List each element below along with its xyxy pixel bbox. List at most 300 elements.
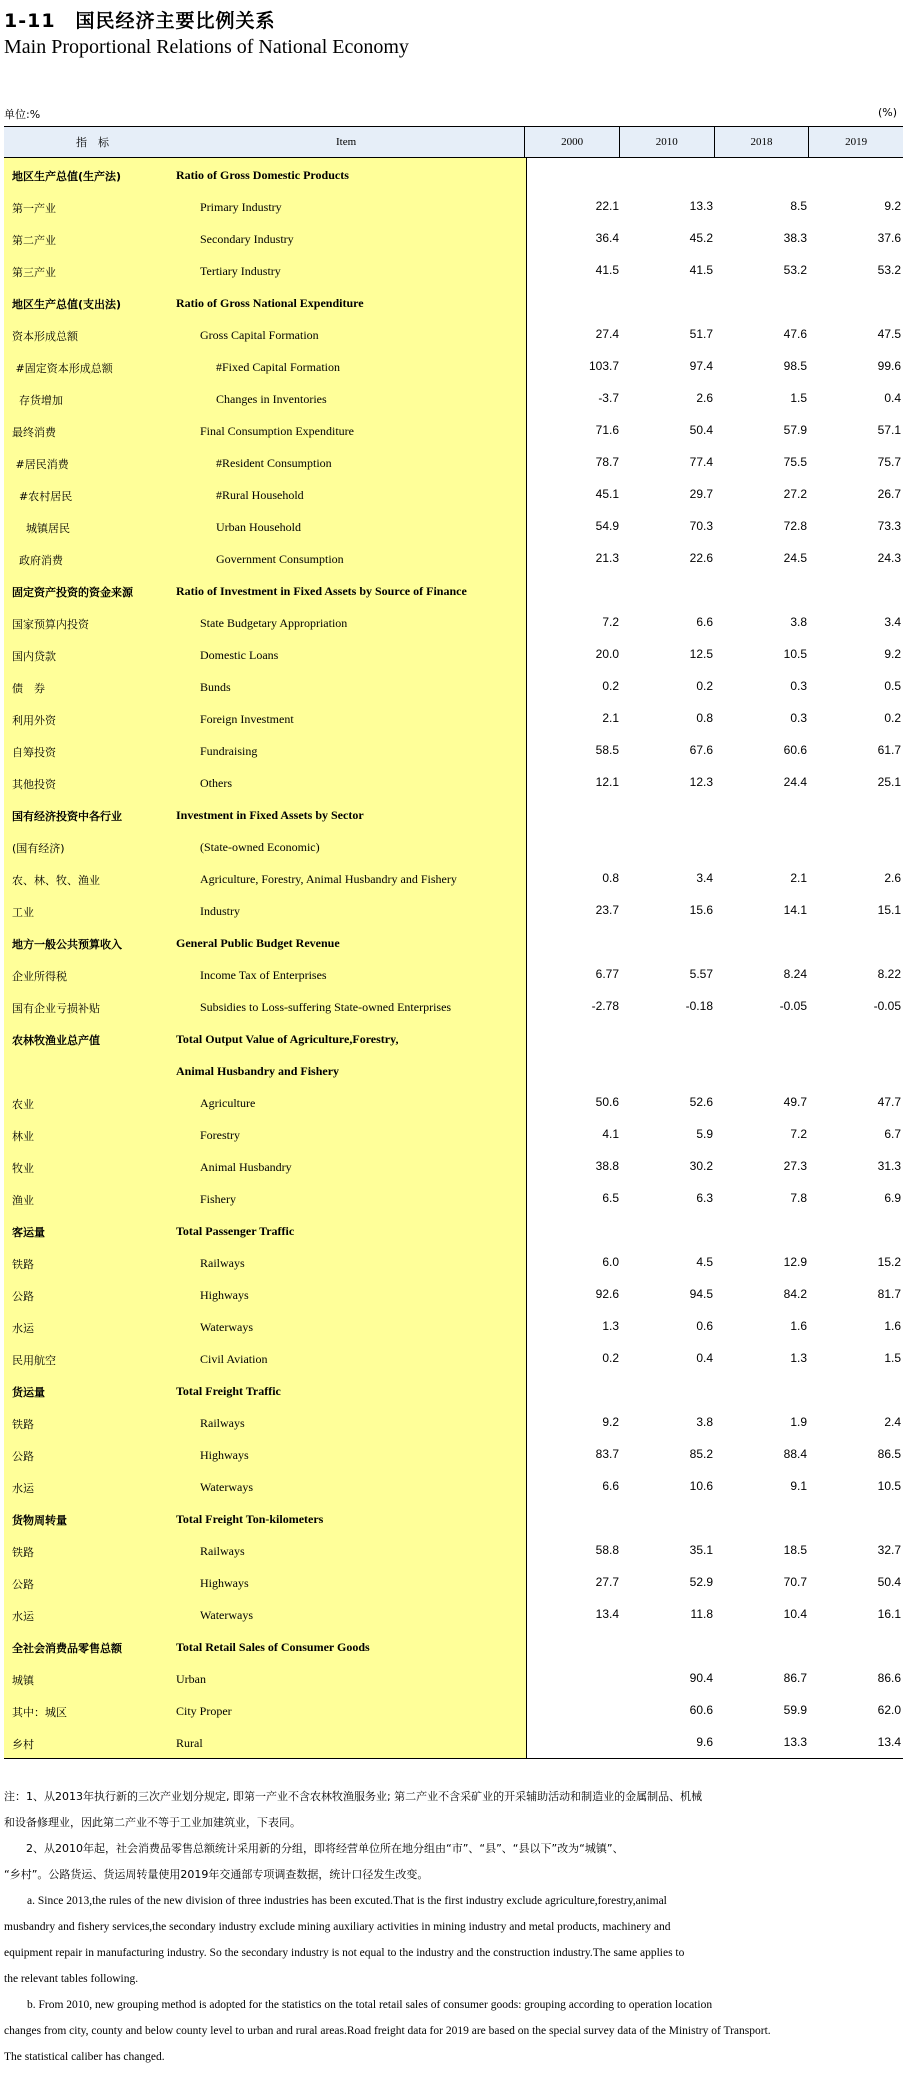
row-label-en: #Rural Household <box>216 488 304 502</box>
value-cell <box>621 254 715 286</box>
row-label-cell <box>4 894 527 926</box>
table-row <box>4 1598 903 1630</box>
value-cell <box>809 1246 903 1278</box>
table-row <box>4 1214 903 1246</box>
row-label-zh: #农村居民 <box>12 490 73 503</box>
table-row <box>4 1374 903 1406</box>
row-label-cell <box>4 254 527 286</box>
value-text: 3.4 <box>696 871 713 885</box>
value-text: 10.5 <box>783 647 807 661</box>
value-text: 50.4 <box>877 1575 901 1589</box>
row-label-en: Foreign Investment <box>200 712 294 726</box>
value-cell <box>715 1502 809 1534</box>
value-cell <box>715 990 809 1022</box>
value-text: 13.4 <box>877 1735 901 1749</box>
value-cell <box>809 222 903 254</box>
table-row <box>4 510 903 542</box>
row-label-cell <box>4 606 527 638</box>
header-year: 2018 <box>715 127 810 157</box>
row-label-cell <box>4 382 527 414</box>
row-label-zh: 政府消费 <box>12 554 63 567</box>
row-label-en: #Fixed Capital Formation <box>216 360 340 374</box>
value-cell <box>809 1278 903 1310</box>
value-cell <box>527 414 621 446</box>
row-label-cell <box>4 1502 527 1534</box>
value-cell <box>621 1182 715 1214</box>
value-text: 41.5 <box>595 263 619 277</box>
value-cell <box>621 1054 715 1086</box>
header-label-en: Item <box>336 136 357 148</box>
value-text: 36.4 <box>595 231 619 245</box>
value-cell <box>715 1726 809 1758</box>
row-label-cell <box>4 1374 527 1406</box>
value-cell <box>715 958 809 990</box>
value-text: 18.5 <box>783 1543 807 1557</box>
value-cell <box>809 1214 903 1246</box>
table-row <box>4 286 903 318</box>
value-text: 4.1 <box>602 1127 619 1141</box>
row-label-en: Animal Husbandry and Fishery <box>176 1064 340 1078</box>
table-header <box>4 127 903 158</box>
value-cell <box>715 446 809 478</box>
note-line: musbandry and fishery services,the secondary industry exclude mining auxiliary activities in mining industry and metal products, machinery and <box>4 1921 671 1933</box>
value-cell <box>809 510 903 542</box>
table-row <box>4 350 903 382</box>
value-cell <box>527 478 621 510</box>
value-cell <box>715 670 809 702</box>
unit-label-right: (%) <box>877 106 897 119</box>
value-text: 29.7 <box>689 487 713 501</box>
table-row <box>4 1534 903 1566</box>
value-cell <box>621 542 715 574</box>
value-cell <box>527 1470 621 1502</box>
table-row <box>4 862 903 894</box>
value-cell <box>527 798 621 830</box>
value-cell <box>809 1086 903 1118</box>
value-text: 1.6 <box>884 1319 901 1333</box>
table-row <box>4 1278 903 1310</box>
value-text: 27.3 <box>783 1159 807 1173</box>
value-cell <box>621 1214 715 1246</box>
value-cell <box>527 1086 621 1118</box>
row-label-cell <box>4 158 527 190</box>
value-cell <box>715 1182 809 1214</box>
value-cell <box>527 894 621 926</box>
row-label-zh: 自筹投资 <box>12 746 56 759</box>
value-cell <box>621 318 715 350</box>
value-cell <box>715 190 809 222</box>
row-label-en: Industry <box>200 904 240 918</box>
value-cell <box>527 1182 621 1214</box>
value-cell <box>621 1246 715 1278</box>
row-label-cell <box>4 1022 527 1054</box>
table-row <box>4 766 903 798</box>
row-label-cell <box>4 1406 527 1438</box>
row-label-zh: #固定资本形成总额 <box>12 362 113 375</box>
table-row <box>4 1694 903 1726</box>
row-label-cell <box>4 446 527 478</box>
value-cell <box>715 1342 809 1374</box>
value-cell <box>715 606 809 638</box>
row-label-zh: 固定资产投资的资金来源 <box>12 586 133 599</box>
table-row <box>4 222 903 254</box>
value-cell <box>621 862 715 894</box>
value-text: 45.1 <box>595 487 619 501</box>
value-text: -0.05 <box>873 999 901 1013</box>
row-label-zh: 最终消费 <box>12 426 56 439</box>
value-text: 8.5 <box>790 199 807 213</box>
value-cell <box>715 702 809 734</box>
value-cell <box>621 350 715 382</box>
value-cell <box>715 894 809 926</box>
value-text: 94.5 <box>689 1287 713 1301</box>
row-label-en: Rural <box>176 1736 203 1750</box>
value-cell <box>809 190 903 222</box>
row-label-en: Total Freight Ton-kilometers <box>176 1512 324 1526</box>
row-label-zh: 全社会消费品零售总额 <box>12 1642 122 1655</box>
row-label-zh: 农业 <box>12 1098 34 1111</box>
value-cell <box>621 830 715 862</box>
value-cell <box>809 1342 903 1374</box>
value-cell <box>621 574 715 606</box>
value-cell <box>621 1694 715 1726</box>
table-row <box>4 318 903 350</box>
value-text: 58.8 <box>595 1543 619 1557</box>
value-text: 60.6 <box>689 1703 713 1717</box>
value-cell <box>527 702 621 734</box>
row-label-en: Highways <box>200 1576 249 1590</box>
value-cell <box>809 1118 903 1150</box>
row-label-zh: 客运量 <box>12 1226 45 1239</box>
value-cell <box>715 1662 809 1694</box>
value-text: 14.1 <box>783 903 807 917</box>
value-text: 67.6 <box>689 743 713 757</box>
value-cell <box>527 1278 621 1310</box>
row-label-cell <box>4 1086 527 1118</box>
value-cell <box>715 1566 809 1598</box>
table-row <box>4 382 903 414</box>
value-text: 57.9 <box>783 423 807 437</box>
value-text: 25.1 <box>877 775 901 789</box>
row-label-cell <box>4 190 527 222</box>
value-text: 30.2 <box>689 1159 713 1173</box>
value-cell <box>621 1726 715 1758</box>
value-cell <box>621 1566 715 1598</box>
row-label-zh: 其中：城区 <box>12 1706 67 1719</box>
row-label-en: Final Consumption Expenditure <box>200 424 354 438</box>
value-cell <box>527 542 621 574</box>
row-label-cell <box>4 926 527 958</box>
table-row <box>4 734 903 766</box>
value-cell <box>621 1630 715 1662</box>
value-cell <box>809 1694 903 1726</box>
value-cell <box>527 190 621 222</box>
row-label-en: Subsidies to Loss-suffering State-owned Enterprises <box>200 1000 452 1014</box>
value-text: 62.0 <box>877 1703 901 1717</box>
value-cell <box>715 1374 809 1406</box>
row-label-zh: 企业所得税 <box>12 970 67 983</box>
row-label-cell <box>4 1566 527 1598</box>
value-cell <box>621 1374 715 1406</box>
value-cell <box>809 1182 903 1214</box>
value-cell <box>809 1502 903 1534</box>
value-cell <box>527 734 621 766</box>
table-row <box>4 1630 903 1662</box>
row-label-en: Civil Aviation <box>200 1352 268 1366</box>
value-text: 9.1 <box>790 1479 807 1493</box>
value-cell <box>809 542 903 574</box>
table-row <box>4 1470 903 1502</box>
value-text: 1.9 <box>790 1415 807 1429</box>
value-cell <box>527 638 621 670</box>
value-cell <box>621 734 715 766</box>
row-label-zh: 铁路 <box>12 1418 34 1431</box>
value-cell <box>715 350 809 382</box>
value-text: 8.24 <box>783 967 807 981</box>
value-cell <box>715 766 809 798</box>
row-label-en: Government Consumption <box>216 552 344 566</box>
table-row <box>4 574 903 606</box>
value-text: 84.2 <box>783 1287 807 1301</box>
value-cell <box>809 478 903 510</box>
value-text: 15.1 <box>877 903 901 917</box>
row-label-en: Total Passenger Traffic <box>176 1224 295 1238</box>
table-row <box>4 254 903 286</box>
value-cell <box>527 1694 621 1726</box>
value-cell <box>809 286 903 318</box>
value-cell <box>527 1342 621 1374</box>
row-label-cell <box>4 702 527 734</box>
row-label-en: Waterways <box>200 1608 254 1622</box>
value-text: 2.6 <box>696 391 713 405</box>
row-label-en: Fundraising <box>200 744 258 758</box>
value-cell <box>809 862 903 894</box>
row-label-en: Ratio of Gross Domestic Products <box>176 168 349 182</box>
value-text: 2.1 <box>602 711 619 725</box>
value-cell <box>715 1630 809 1662</box>
value-text: 24.4 <box>783 775 807 789</box>
value-text: 47.7 <box>877 1095 901 1109</box>
value-text: 27.7 <box>595 1575 619 1589</box>
value-text: 6.6 <box>602 1479 619 1493</box>
row-label-cell <box>4 1470 527 1502</box>
value-cell <box>809 926 903 958</box>
row-label-cell <box>4 1694 527 1726</box>
value-cell <box>809 1470 903 1502</box>
value-cell <box>527 510 621 542</box>
value-cell <box>527 1630 621 1662</box>
value-cell <box>621 382 715 414</box>
value-text: 27.2 <box>783 487 807 501</box>
value-cell <box>715 1406 809 1438</box>
value-cell <box>715 1598 809 1630</box>
value-cell <box>621 1438 715 1470</box>
row-label-cell <box>4 990 527 1022</box>
row-label-cell <box>4 734 527 766</box>
row-label-en: Total Retail Sales of Consumer Goods <box>176 1640 370 1654</box>
value-cell <box>621 190 715 222</box>
row-label-cell <box>4 638 527 670</box>
value-text: 97.4 <box>689 359 713 373</box>
row-label-zh: 渔业 <box>12 1194 34 1207</box>
value-text: 6.5 <box>602 1191 619 1205</box>
row-label-zh: 农、林、牧、渔业 <box>12 874 100 887</box>
value-cell <box>621 990 715 1022</box>
row-label-zh: 公路 <box>12 1578 34 1591</box>
row-label-zh: 地区生产总值(生产法) <box>12 170 122 183</box>
unit-label: 单位:% <box>4 108 41 121</box>
note-line: 和设备修理业，因此第二产业不等于工业加建筑业，下表同。 <box>4 1816 301 1829</box>
value-text: 0.2 <box>696 679 713 693</box>
row-label-cell <box>4 862 527 894</box>
row-label-en: Tertiary Industry <box>200 264 281 278</box>
row-label-cell <box>4 414 527 446</box>
value-cell <box>621 1118 715 1150</box>
note-line: equipment repair in manufacturing industry. So the secondary industry is not equal to the industry and the construction industry.The same applies to <box>4 1947 685 1959</box>
value-text: 53.2 <box>877 263 901 277</box>
value-cell <box>715 414 809 446</box>
value-text: 71.6 <box>595 423 619 437</box>
value-cell <box>527 1310 621 1342</box>
value-text: 58.5 <box>595 743 619 757</box>
row-label-cell <box>4 1182 527 1214</box>
table-row <box>4 1054 903 1086</box>
value-cell <box>621 478 715 510</box>
value-cell <box>715 1310 809 1342</box>
row-label-cell <box>4 670 527 702</box>
row-label-en: Secondary Industry <box>200 232 294 246</box>
value-text: 61.7 <box>877 743 901 757</box>
value-cell <box>527 1214 621 1246</box>
row-label-en: Ratio of Investment in Fixed Assets by Source of Finance <box>176 584 467 598</box>
value-cell <box>715 862 809 894</box>
value-text: 12.1 <box>595 775 619 789</box>
row-label-cell <box>4 830 527 862</box>
value-cell <box>809 1534 903 1566</box>
row-label-zh: #居民消费 <box>12 458 69 471</box>
value-text: 41.5 <box>689 263 713 277</box>
value-cell <box>621 446 715 478</box>
value-text: 23.7 <box>595 903 619 917</box>
value-text: 6.9 <box>884 1191 901 1205</box>
value-cell <box>715 542 809 574</box>
row-label-zh: 第一产业 <box>12 202 56 215</box>
note-line: 2、从2010年起，社会消费品零售总额统计采用新的分组，即将经营单位所在地分组由“市”、“县”、“县以下”改为“城镇”、 <box>4 1842 624 1855</box>
value-cell <box>715 1438 809 1470</box>
table-row <box>4 638 903 670</box>
value-text: 10.6 <box>689 1479 713 1493</box>
row-label-en: Bunds <box>200 680 231 694</box>
value-text: 86.5 <box>877 1447 901 1461</box>
table-row <box>4 1150 903 1182</box>
value-text: 6.77 <box>595 967 619 981</box>
row-label-zh: 第三产业 <box>12 266 56 279</box>
note-line: changes from city, county and below county level to urban and rural areas.Road freight data for 2019 are based on the special survey data of the Ministry of Transport. <box>4 2025 771 2037</box>
value-text: 70.7 <box>783 1575 807 1589</box>
row-label-zh: 国有企业亏损补贴 <box>12 1002 100 1015</box>
row-label-zh: 民用航空 <box>12 1354 56 1367</box>
value-cell <box>809 1630 903 1662</box>
row-label-cell <box>4 1630 527 1662</box>
value-cell <box>715 318 809 350</box>
value-text: 0.4 <box>884 391 901 405</box>
value-cell <box>621 414 715 446</box>
value-cell <box>715 1470 809 1502</box>
row-label-en: (State-owned Economic) <box>200 840 320 854</box>
header-label-zh: 指 标 <box>76 136 109 149</box>
value-cell <box>715 510 809 542</box>
value-text: 1.6 <box>790 1319 807 1333</box>
row-label-cell <box>4 350 527 382</box>
row-label-en: Investment in Fixed Assets by Sector <box>176 808 364 822</box>
value-cell <box>527 606 621 638</box>
value-text: 1.5 <box>884 1351 901 1365</box>
value-text: 103.7 <box>588 359 619 373</box>
value-cell <box>715 1054 809 1086</box>
value-cell <box>621 702 715 734</box>
value-cell <box>527 1726 621 1758</box>
value-text: 13.4 <box>595 1607 619 1621</box>
value-cell <box>527 1374 621 1406</box>
value-text: 60.6 <box>783 743 807 757</box>
value-cell <box>527 958 621 990</box>
value-cell <box>527 1054 621 1086</box>
value-cell <box>809 958 903 990</box>
value-text: 35.1 <box>689 1543 713 1557</box>
value-text: 9.2 <box>602 1415 619 1429</box>
value-cell <box>715 254 809 286</box>
row-label-en: Gross Capital Formation <box>200 328 319 342</box>
value-cell <box>527 1662 621 1694</box>
row-label-en: Railways <box>200 1416 245 1430</box>
row-label-en: Waterways <box>200 1320 254 1334</box>
value-text: 0.5 <box>884 679 901 693</box>
row-label-zh: 国内贷款 <box>12 650 56 663</box>
value-text: 45.2 <box>689 231 713 245</box>
value-cell <box>621 1310 715 1342</box>
value-cell <box>621 286 715 318</box>
value-text: 50.4 <box>689 423 713 437</box>
note-line: the relevant tables following. <box>4 1973 139 1985</box>
value-text: 3.4 <box>884 615 901 629</box>
value-text: 9.2 <box>884 647 901 661</box>
row-label-zh: 农林牧渔业总产值 <box>12 1034 100 1047</box>
value-cell <box>621 1086 715 1118</box>
value-text: 3.8 <box>790 615 807 629</box>
row-label-en: Animal Husbandry <box>200 1160 292 1174</box>
header-year: 2019 <box>845 136 868 148</box>
value-cell <box>527 1502 621 1534</box>
row-label-zh: 公路 <box>12 1450 34 1463</box>
value-cell <box>809 414 903 446</box>
row-label-cell <box>4 766 527 798</box>
value-cell <box>715 382 809 414</box>
row-label-en: Changes in Inventories <box>216 392 327 406</box>
row-label-cell <box>4 1246 527 1278</box>
value-cell <box>621 926 715 958</box>
table-row <box>4 1502 903 1534</box>
value-text: 5.9 <box>696 1127 713 1141</box>
value-text: 38.3 <box>783 231 807 245</box>
value-text: 6.3 <box>696 1191 713 1205</box>
value-text: 75.5 <box>783 455 807 469</box>
value-text: 88.4 <box>783 1447 807 1461</box>
value-cell <box>809 382 903 414</box>
value-cell <box>527 1150 621 1182</box>
table-row <box>4 958 903 990</box>
header-year: 2010 <box>620 127 715 157</box>
value-text: 73.3 <box>877 519 901 533</box>
